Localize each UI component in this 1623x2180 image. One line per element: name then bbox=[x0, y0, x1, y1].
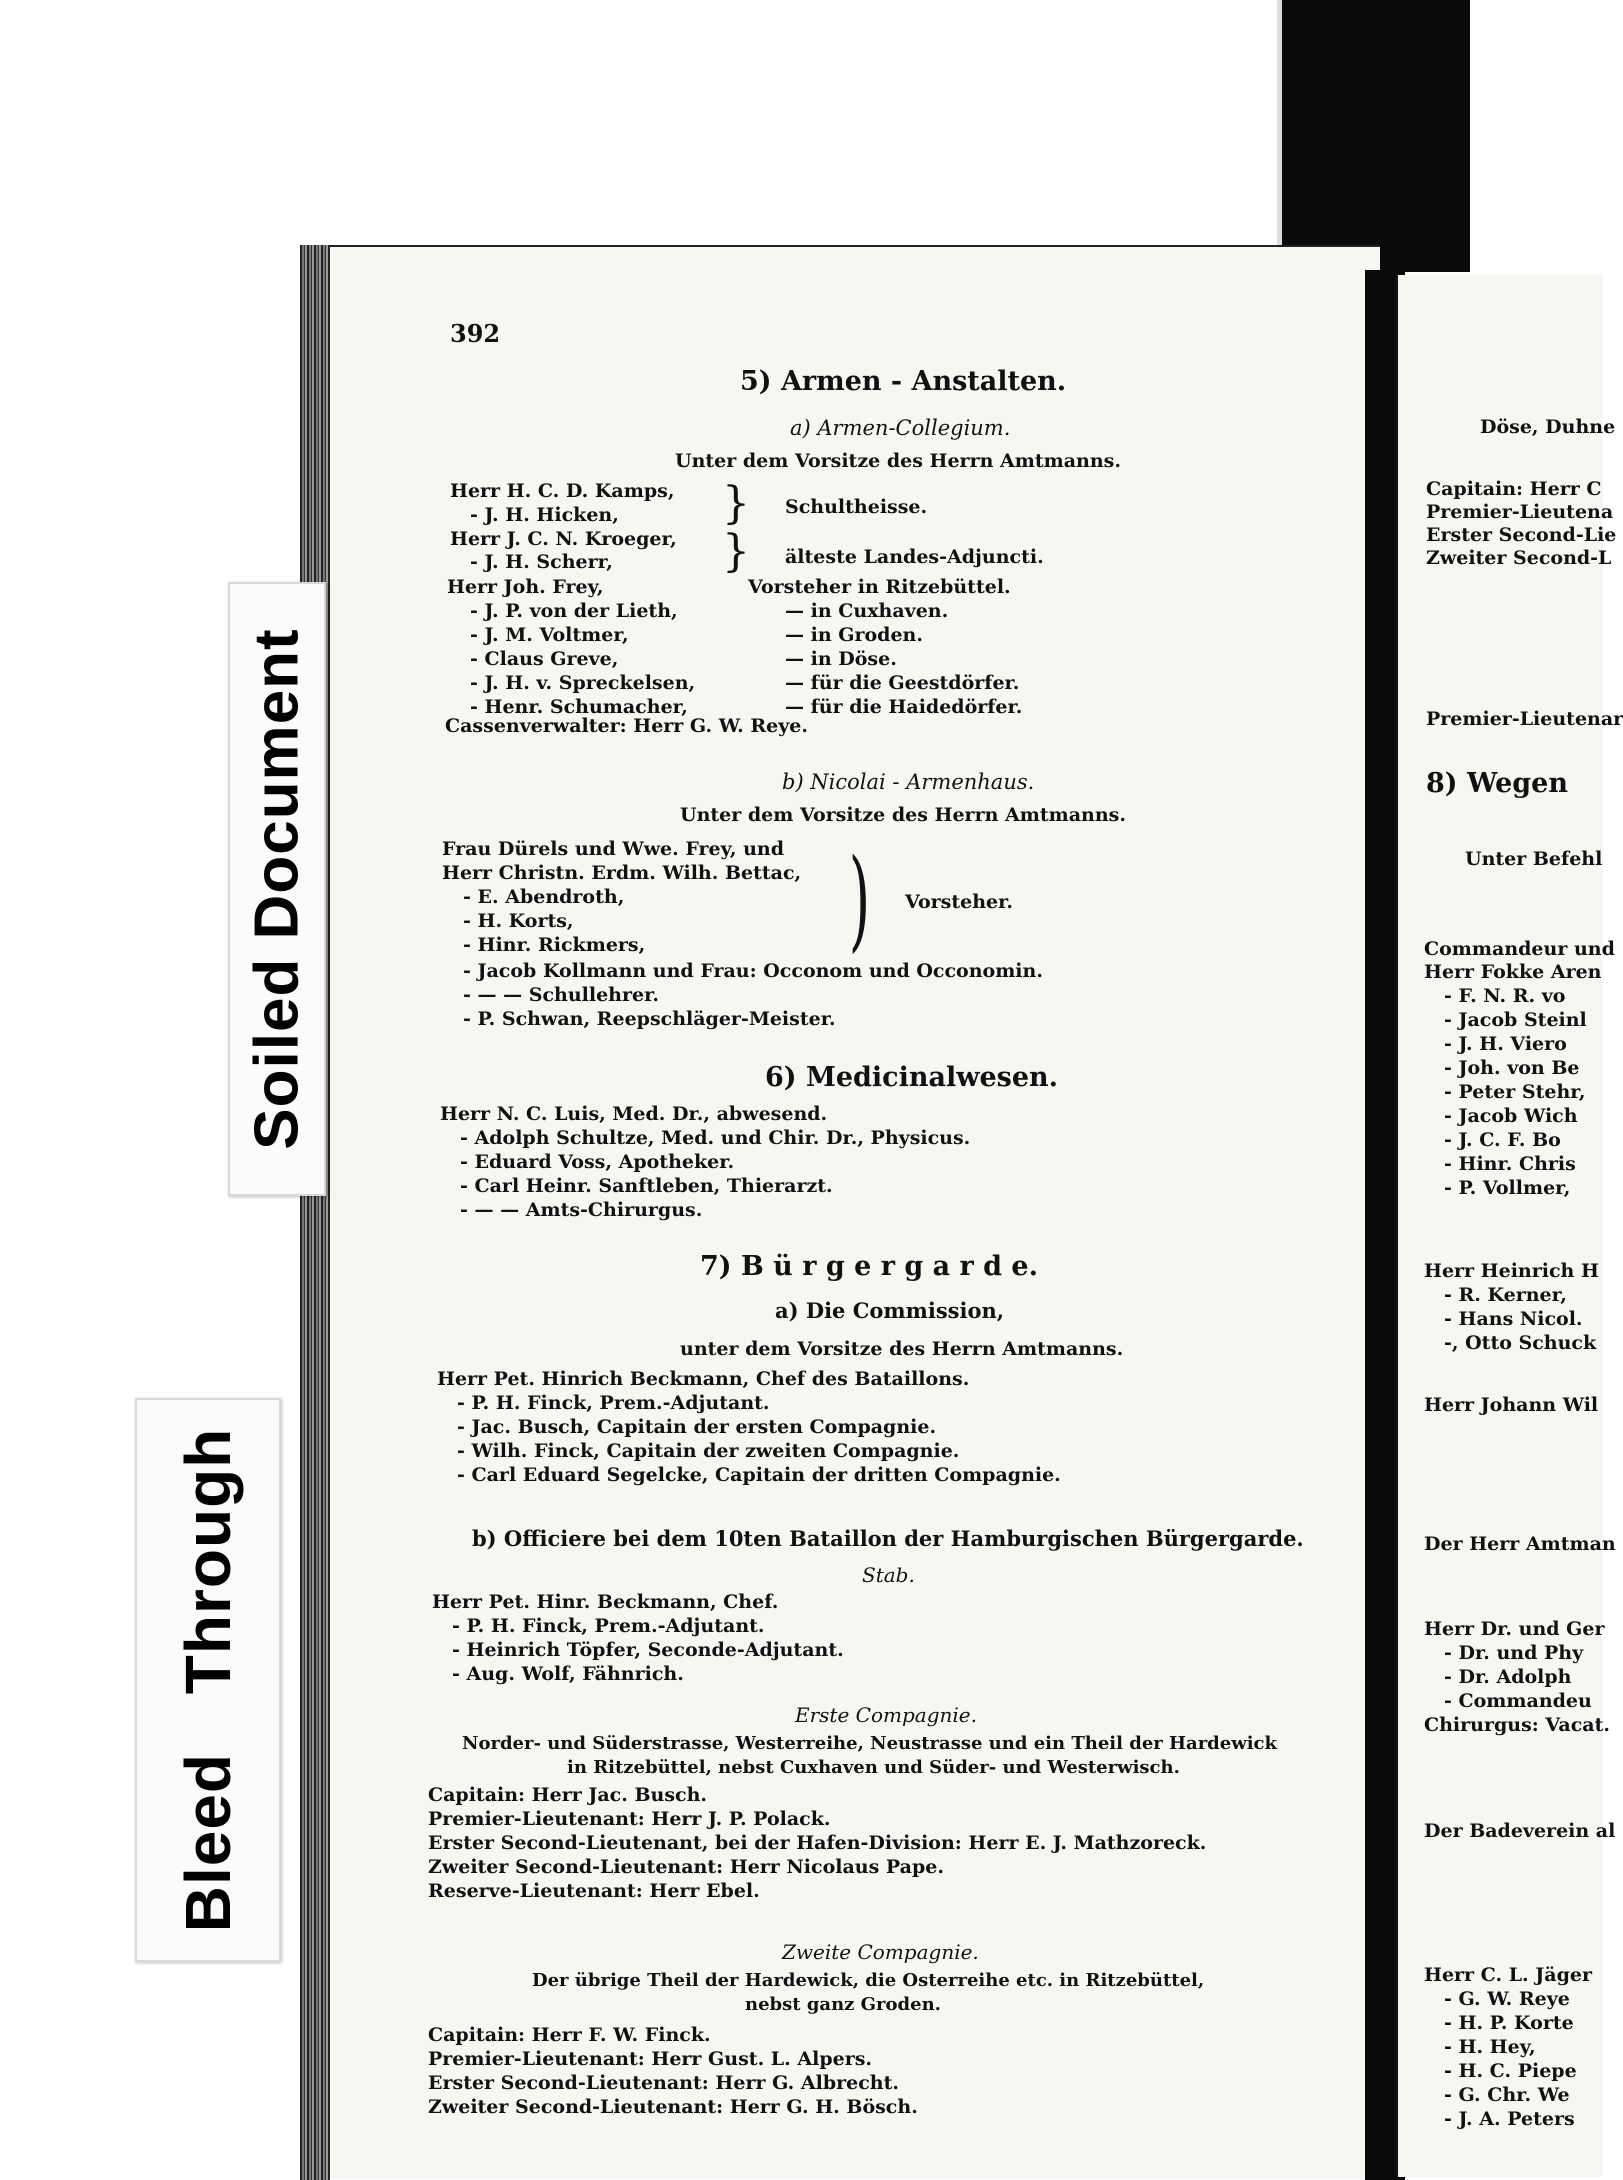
erste-compagnie-label: Erste Compagnie. bbox=[795, 1703, 977, 1727]
list-item: Zweiter Second-Lieutenant: Herr Nicolaus Pape. bbox=[428, 1856, 944, 1878]
book-page-edges bbox=[300, 245, 330, 2180]
bleed-through-text: Bleed Through bbox=[172, 1427, 244, 1933]
list-item: - E. Abendroth, bbox=[463, 886, 625, 908]
member-name: - Henr. Schumacher, bbox=[470, 696, 688, 718]
member-name: Herr Joh. Frey, bbox=[447, 576, 604, 598]
right-line: - P. Vollmer, bbox=[1444, 1177, 1571, 1199]
list-item: Herr Pet. Hinrich Beckmann, Chef des Bataillons. bbox=[437, 1368, 970, 1390]
member-name: - J. P. von der Lieth, bbox=[470, 600, 678, 622]
list-item: - Jac. Busch, Capitain der ersten Compagnie. bbox=[457, 1416, 937, 1438]
right-line: - J. A. Peters bbox=[1444, 2108, 1575, 2130]
chair-line-a: Unter dem Vorsitze des Herrn Amtmanns. bbox=[675, 450, 1121, 472]
section-heading-buergergarde: 7) B ü r g e r g a r d e. bbox=[700, 1251, 1038, 1282]
brace-icon: } bbox=[722, 526, 750, 577]
list-item: Premier-Lieutenant: Herr J. P. Polack. bbox=[428, 1808, 831, 1830]
right-line: 8) Wegen bbox=[1426, 768, 1568, 799]
list-item: - Hinr. Rickmers, bbox=[463, 934, 646, 956]
erste-area-line: Norder- und Süderstrasse, Westerreihe, Neustrasse und ein Theil der Hardewick bbox=[462, 1733, 1277, 1754]
section-heading-medicinal: 6) Medicinalwesen. bbox=[765, 1062, 1059, 1093]
right-line: - H. P. Korte bbox=[1444, 2012, 1574, 2034]
right-line: Zweiter Second-L bbox=[1426, 547, 1612, 569]
member-name: - J. H. v. Spreckelsen, bbox=[470, 672, 696, 694]
list-item: - H. Korts, bbox=[463, 910, 574, 932]
member-name: Herr H. C. D. Kamps, bbox=[450, 480, 675, 502]
chair-line-b: Unter dem Vorsitze des Herrn Amtmanns. bbox=[680, 804, 1126, 826]
right-line: - H. C. Piepe bbox=[1444, 2060, 1577, 2082]
right-line: - J. C. F. Bo bbox=[1444, 1129, 1561, 1151]
list-item: - Heinrich Töpfer, Seconde-Adjutant. bbox=[452, 1639, 844, 1661]
subheading-nicolai: b) Nicolai - Armenhaus. bbox=[782, 770, 1035, 794]
right-line: - Hans Nicol. bbox=[1444, 1308, 1583, 1330]
right-line: - G. W. Reye bbox=[1444, 1988, 1570, 2010]
right-line: -, Otto Schuck bbox=[1444, 1332, 1597, 1354]
right-line: - G. Chr. We bbox=[1444, 2084, 1570, 2106]
right-line: - F. N. R. vo bbox=[1444, 985, 1566, 1007]
subheading-officiere: b) Officiere bei dem 10ten Bataillon der Hamburgischen Bürgergarde. bbox=[472, 1526, 1304, 1551]
member-role: Vorsteher in Ritzebüttel. bbox=[748, 576, 1011, 598]
member-name: - J. M. Voltmer, bbox=[470, 624, 629, 646]
list-item: - Carl Heinr. Sanftleben, Thierarzt. bbox=[460, 1175, 833, 1197]
list-item: - Carl Eduard Segelcke, Capitain der dritten Compagnie. bbox=[457, 1464, 1061, 1486]
right-line: Der Badeverein al bbox=[1424, 1820, 1616, 1842]
stab-label: Stab. bbox=[862, 1563, 915, 1587]
right-line: Premier-Lieutenar bbox=[1426, 708, 1623, 730]
right-line: - Peter Stehr, bbox=[1444, 1081, 1586, 1103]
list-item: Herr Pet. Hinr. Beckmann, Chef. bbox=[432, 1591, 779, 1613]
subheading-commission: a) Die Commission, bbox=[775, 1298, 1005, 1323]
member-role: — für die Geestdörfer. bbox=[785, 672, 1020, 694]
chair-line-commission: unter dem Vorsitze des Herrn Amtmanns. bbox=[680, 1338, 1124, 1360]
soiled-document-label bbox=[228, 582, 326, 1196]
right-line: - Hinr. Chris bbox=[1444, 1153, 1576, 1175]
right-line: - J. H. Viero bbox=[1444, 1033, 1567, 1055]
right-line: - R. Kerner, bbox=[1444, 1284, 1567, 1306]
list-item: Herr N. C. Luis, Med. Dr., abwesend. bbox=[440, 1103, 828, 1125]
right-line: Chirurgus: Vacat. bbox=[1424, 1714, 1610, 1736]
member-role: — in Groden. bbox=[785, 624, 923, 646]
member-role: — für die Haidedörfer. bbox=[785, 696, 1023, 718]
right-line: Herr Fokke Aren bbox=[1424, 961, 1602, 983]
zweite-compagnie-label: Zweite Compagnie. bbox=[782, 1940, 979, 1964]
member-role: — in Döse. bbox=[785, 648, 897, 670]
zweite-area-line: Der übrige Theil der Hardewick, die Osterreihe etc. in Ritzebüttel, bbox=[532, 1970, 1205, 1991]
list-item: Capitain: Herr F. W. Finck. bbox=[428, 2024, 711, 2046]
list-item: - P. Schwan, Reepschläger-Meister. bbox=[463, 1008, 836, 1030]
cassenverwalter: Cassenverwalter: Herr G. W. Reye. bbox=[445, 715, 808, 737]
right-line: Erster Second-Lie bbox=[1426, 524, 1617, 546]
page-number: 392 bbox=[450, 319, 501, 348]
section-heading-armen: 5) Armen - Anstalten. bbox=[740, 366, 1067, 397]
black-strip bbox=[1282, 0, 1470, 272]
bleed-through-label bbox=[135, 1398, 281, 1962]
brace-icon: } bbox=[722, 478, 750, 529]
member-name: - Claus Greve, bbox=[470, 648, 619, 670]
subheading-armen-collegium: a) Armen-Collegium. bbox=[790, 416, 1011, 440]
right-line: Premier-Lieutena bbox=[1426, 501, 1614, 523]
list-item: - Eduard Voss, Apotheker. bbox=[460, 1151, 735, 1173]
vorsteher-label: Vorsteher. bbox=[905, 891, 1014, 913]
list-item: - — — Amts-Chirurgus. bbox=[460, 1199, 703, 1221]
right-line: Herr Dr. und Ger bbox=[1424, 1618, 1605, 1640]
list-item: Premier-Lieutenant: Herr Gust. L. Alpers. bbox=[428, 2048, 873, 2070]
zweite-area-line: nebst ganz Groden. bbox=[745, 1994, 941, 2015]
right-line: - Jacob Steinl bbox=[1444, 1009, 1587, 1031]
right-line: Unter Befehl bbox=[1465, 848, 1603, 870]
list-item: Erster Second-Lieutenant: Herr G. Albrecht. bbox=[428, 2072, 899, 2094]
erste-area-line: in Ritzebüttel, nebst Cuxhaven und Süder- und Westerwisch. bbox=[567, 1757, 1180, 1778]
right-line: - H. Hey, bbox=[1444, 2036, 1536, 2058]
member-role: Schultheisse. bbox=[785, 496, 928, 518]
list-item: Capitain: Herr Jac. Busch. bbox=[428, 1784, 708, 1806]
right-line: Commandeur und bbox=[1424, 938, 1615, 960]
brace-icon: ) bbox=[848, 835, 871, 963]
right-line: Herr C. L. Jäger bbox=[1424, 1964, 1592, 1986]
list-item: Herr Christn. Erdm. Wilh. Bettac, bbox=[442, 862, 802, 884]
right-line: - Joh. von Be bbox=[1444, 1057, 1580, 1079]
right-line: - Dr. und Phy bbox=[1444, 1642, 1584, 1664]
right-line: Herr Johann Wil bbox=[1424, 1394, 1599, 1416]
member-role: älteste Landes-Adjuncti. bbox=[785, 546, 1044, 568]
list-item: - — — Schullehrer. bbox=[463, 984, 659, 1006]
member-name: - J. H. Hicken, bbox=[470, 504, 619, 526]
member-name: Herr J. C. N. Kroeger, bbox=[450, 528, 677, 550]
list-item: - P. H. Finck, Prem.-Adjutant. bbox=[452, 1615, 765, 1637]
member-role: — in Cuxhaven. bbox=[785, 600, 949, 622]
member-name: - J. H. Scherr, bbox=[470, 551, 613, 573]
list-item: - Wilh. Finck, Capitain der zweiten Compagnie. bbox=[457, 1440, 960, 1462]
soiled-document-text: Soiled Document bbox=[242, 628, 312, 1150]
list-item: Zweiter Second-Lieutenant: Herr G. H. Bösch. bbox=[428, 2096, 918, 2118]
right-line: - Dr. Adolph bbox=[1444, 1666, 1572, 1688]
list-item: Erster Second-Lieutenant, bei der Hafen-Division: Herr E. J. Mathzoreck. bbox=[428, 1832, 1207, 1854]
right-line: Döse, Duhne bbox=[1480, 416, 1616, 438]
list-item: - Aug. Wolf, Fähnrich. bbox=[452, 1663, 684, 1685]
right-line: Herr Heinrich H bbox=[1424, 1260, 1599, 1282]
right-line: - Jacob Wich bbox=[1444, 1105, 1578, 1127]
list-item: Reserve-Lieutenant: Herr Ebel. bbox=[428, 1880, 760, 1902]
list-item: Frau Dürels und Wwe. Frey, und bbox=[442, 838, 784, 860]
list-item: - P. H. Finck, Prem.-Adjutant. bbox=[457, 1392, 770, 1414]
list-item: - Jacob Kollmann und Frau: Occonom und Occonomin. bbox=[463, 960, 1043, 982]
right-line: - Commandeu bbox=[1444, 1690, 1592, 1712]
list-item: - Adolph Schultze, Med. und Chir. Dr., Physicus. bbox=[460, 1127, 971, 1149]
right-line: Capitain: Herr C bbox=[1426, 478, 1602, 500]
right-line: Der Herr Amtman bbox=[1424, 1533, 1616, 1555]
